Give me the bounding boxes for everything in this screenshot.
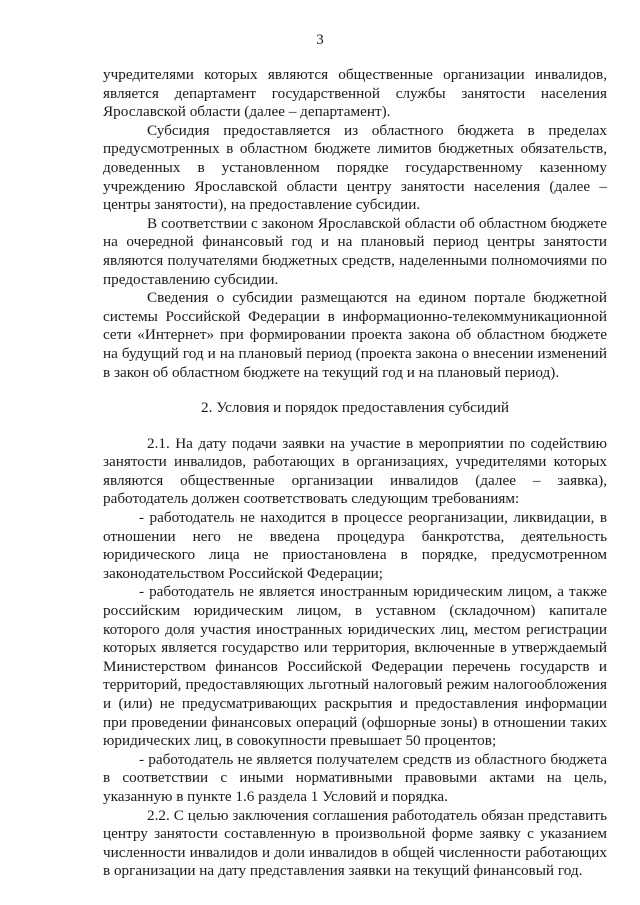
- paragraph-department: учредителями которых являются общественные организации инвалидов, является департамент государственной службы занятости населения Ярославской области (далее – департамент).: [103, 66, 607, 121]
- section-title: 2. Условия и порядок предоставления субсидий: [201, 399, 509, 417]
- paragraph-budget-recipients: В соответствии с законом Ярославской области об областном бюджете на очередной финансовый год и на плановый период центры занятости являются получателями бюджетных средств, наделенными полномочиями по предоставлению субсидии.: [103, 214, 607, 288]
- paragraph-2-1: 2.1. На дату подачи заявки на участие в мероприятии по содействию занятости инвалидов, работающих в организациях, учредителями которых являются общественные организации инвалидов (далее – заявка), работодатель должен соответствовать следующим требованиям:: [103, 434, 607, 508]
- requirement-item: - работодатель не является иностранным юридическим лицом, а также российским юридическим лицом, в уставном (складочном) капитале которого доля участия иностранных юридических лиц, местом регистрации которых является государство или территория, включенные в утверждаемый Министерством финансов Российской Федерации перечень государств и территорий, предоставляющих льготный налоговый режим налогообложения и (или) не предусматривающих раскрытия и предоставления информации при проведении финансовых операций (офшорные зоны) в отношении таких юридических лиц, в совокупности превышает 50 процентов;: [103, 583, 607, 750]
- requirement-item: - работодатель не находится в процессе реорганизации, ликвидации, в отношении него не введена процедура банкротства, деятельность юридического лица не приостановлена в порядке, предусмотренном законодательством Российской Федерации;: [103, 509, 607, 582]
- paragraph-2-2: 2.2. С целью заключения соглашения работодатель обязан представить центру занятости составленную в произвольной форме заявку с указанием численности инвалидов и доли инвалидов в общей численности работающих в организации на дату представления заявки на текущий финансовый год.: [103, 806, 607, 880]
- requirement-item: - работодатель не является получателем средств из областного бюджета в соответствии с иными нормативными правовыми актами на цель, указанную в пункте 1.6 раздела 1 Условий и порядка.: [103, 750, 607, 805]
- page-number: 3: [316, 32, 324, 48]
- paragraph-subsidy-info-portal: Сведения о субсидии размещаются на едином портале бюджетной системы Российской Федерации в информационно-телекоммуникационной сети «Интернет» при формировании проекта закона об областном бюджете на будущий год и на плановый период (проекта закона о внесении изменений в закон об областном бюджете на текущий год и на плановый период).: [103, 289, 607, 381]
- paragraph-subsidy-source: Субсидия предоставляется из областного бюджета в пределах предусмотренных в областном бюджете лимитов бюджетных обязательств, доведенных в установленном порядке государственному казенному учреждению Ярославской области центру занятости населения (далее – центры занятости), на предоставление субсидии.: [103, 121, 607, 214]
- document-body: [103, 66, 607, 881]
